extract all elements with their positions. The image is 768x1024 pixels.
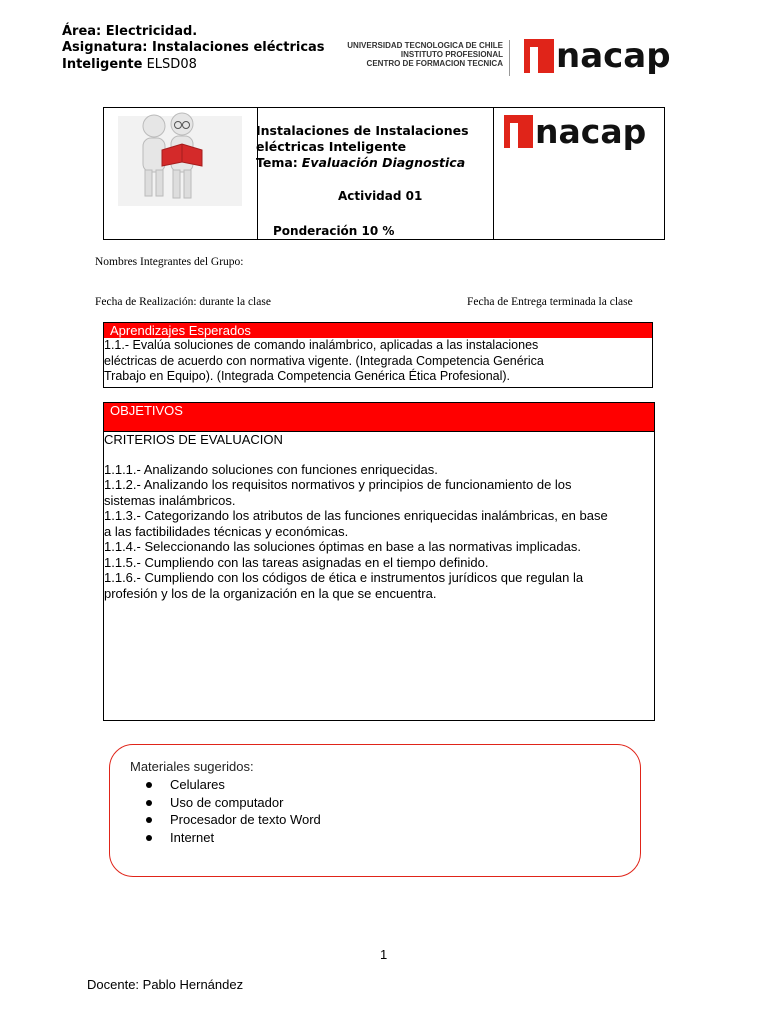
activity-title bbox=[256, 123, 476, 155]
logo-cell bbox=[493, 108, 665, 239]
logo-text: nacap bbox=[535, 112, 647, 151]
inteligente-word: Inteligente bbox=[62, 57, 143, 72]
university-line: UNIVERSIDAD TECNOLOGICA DE CHILE bbox=[347, 41, 503, 50]
logo-mark-icon bbox=[524, 39, 554, 73]
material-item: Celulares bbox=[146, 776, 321, 794]
reading-figures-icon bbox=[104, 108, 257, 239]
bullet-icon bbox=[146, 782, 152, 788]
criterio-line: profesión y los de la organización en la que se encuentra. bbox=[104, 585, 437, 601]
asignatura-continuation bbox=[62, 57, 197, 72]
criterio-line: sistemas inalámbricos. bbox=[104, 492, 236, 508]
objetivos-box bbox=[103, 402, 655, 721]
material-item: Procesador de texto Word bbox=[146, 811, 321, 829]
university-line: INSTITUTO PROFESIONAL bbox=[400, 50, 503, 59]
aprendizaje-line: Trabajo en Equipo). (Integrada Competencia Genérica Ética Profesional). bbox=[104, 369, 511, 383]
course-code: ELSD08 bbox=[146, 57, 197, 72]
docente-label: Docente: Pablo Hernández bbox=[87, 977, 244, 992]
logo-mark-icon bbox=[504, 115, 533, 148]
criterio-line: 1.1.4.- Seleccionando las soluciones óptimas en base a las normativas implicadas. bbox=[104, 539, 581, 554]
bullet-icon bbox=[146, 800, 152, 806]
criterios-list bbox=[104, 462, 654, 602]
illustration-cell bbox=[104, 108, 258, 239]
criterio-line: 1.1.6.- Cumpliendo con los códigos de ética e instrumentos jurídicos que regulan la bbox=[104, 570, 584, 585]
aprendizajes-body bbox=[104, 338, 594, 385]
actividad-label: Actividad 01 bbox=[338, 189, 423, 203]
ponderacion-label: Ponderación 10 % bbox=[273, 224, 395, 238]
group-members-label: Nombres Integrantes del Grupo: bbox=[95, 256, 244, 268]
asignatura-label: Asignatura: Instalaciones eléctricas bbox=[62, 40, 325, 55]
criterio-line: a las factibilidades técnicas y económicas. bbox=[104, 523, 349, 539]
bullet-icon bbox=[146, 817, 152, 823]
title-line: Instalaciones de Instalaciones bbox=[256, 123, 469, 138]
criterio-line: 1.1.1.- Analizando soluciones con funciones enriquecidas. bbox=[104, 461, 438, 477]
tema-label: Tema: bbox=[256, 155, 298, 170]
criterio-line: 1.1.3.- Categorizando los atributos de las funciones enriquecidas inalámbricas, en base bbox=[104, 508, 608, 523]
objetivos-heading: OBJETIVOS bbox=[104, 403, 654, 432]
area-label: Área: Electricidad. bbox=[62, 24, 198, 39]
page-number: 1 bbox=[380, 947, 388, 962]
aprendizaje-line: 1.1.- Evalúa soluciones de comando inalámbrico, aplicadas a las instalaciones bbox=[104, 338, 539, 352]
tema-value: Evaluación Diagnostica bbox=[301, 155, 466, 170]
header-divider bbox=[509, 40, 510, 76]
title-line: eléctricas Inteligente bbox=[256, 139, 407, 154]
aprendizajes-heading: Aprendizajes Esperados bbox=[104, 323, 652, 338]
logo-text: nacap bbox=[556, 36, 671, 76]
materiales-title: Materiales sugeridos: bbox=[130, 759, 254, 774]
materiales-box bbox=[109, 744, 641, 877]
criterio-line: 1.1.5.- Cumpliendo con las tareas asignadas en el tiempo definido. bbox=[104, 554, 489, 570]
criterios-heading: CRITERIOS DE EVALUACION bbox=[104, 432, 283, 447]
inacap-logo bbox=[504, 112, 647, 151]
university-line: CENTRO DE FORMACION TECNICA bbox=[366, 59, 503, 68]
university-text bbox=[300, 41, 503, 68]
tema-line bbox=[256, 155, 465, 170]
fecha-realizacion: Fecha de Realización: durante la clase bbox=[95, 296, 271, 308]
aprendizajes-box bbox=[103, 322, 653, 388]
bullet-icon bbox=[146, 835, 152, 841]
material-item: Internet bbox=[146, 829, 321, 847]
materiales-list bbox=[146, 776, 321, 846]
fecha-entrega: Fecha de Entrega terminada la clase bbox=[467, 296, 633, 308]
inacap-logo bbox=[524, 36, 671, 76]
criterio-line: 1.1.2.- Analizando los requisitos normativos y principios de funcionamiento de los bbox=[104, 477, 572, 492]
aprendizaje-line: eléctricas de acuerdo con normativa vigente. (Integrada Competencia Genérica bbox=[104, 353, 544, 368]
material-item: Uso de computador bbox=[146, 794, 321, 812]
